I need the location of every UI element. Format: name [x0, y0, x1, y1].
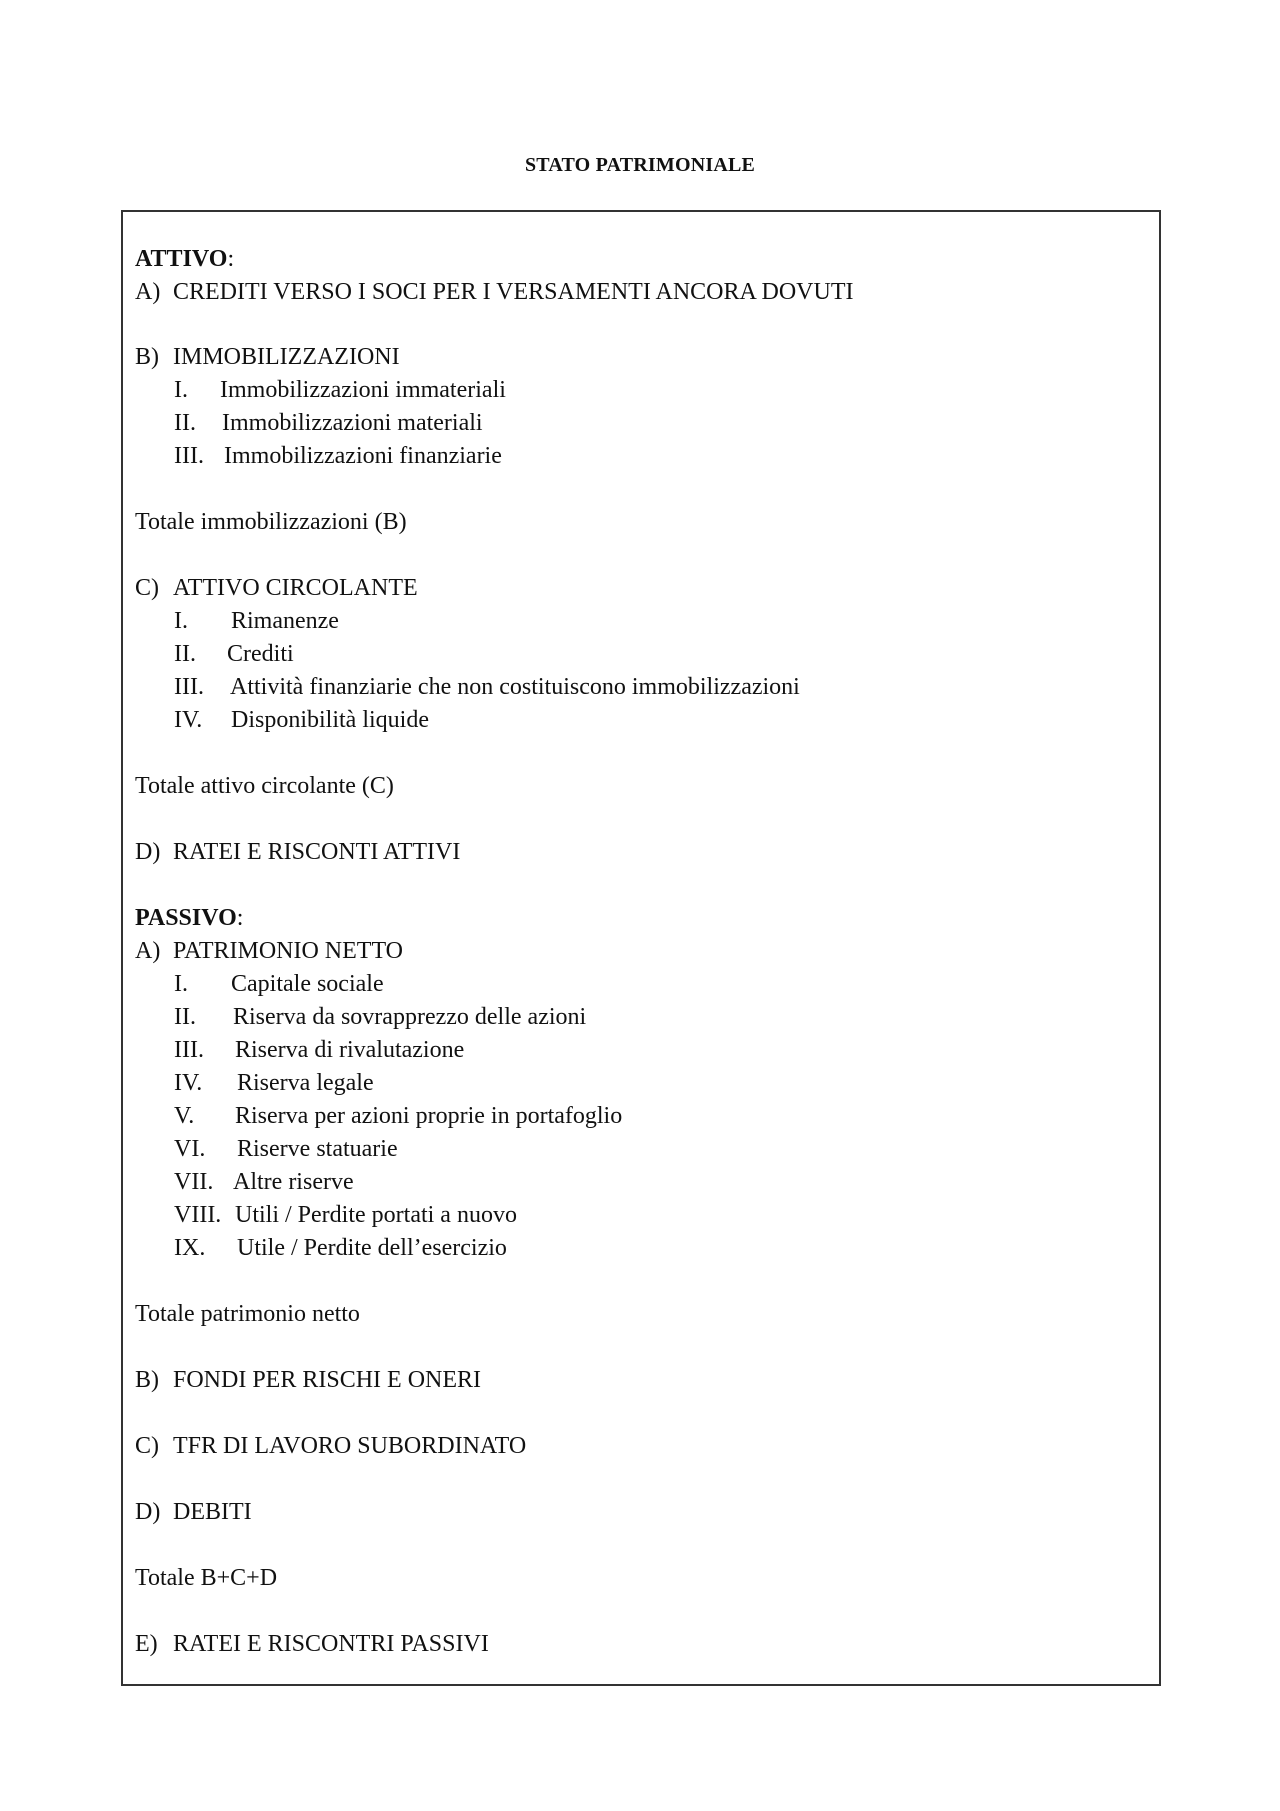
passivo-section-a [135, 935, 403, 968]
list-item [174, 440, 502, 473]
list-item [174, 704, 429, 737]
item-label: Riserve statuarie [237, 1136, 398, 1162]
passivo-total-a: Totale patrimonio netto [135, 1301, 360, 1327]
list-item [174, 1199, 517, 1232]
passivo-section-e [135, 1628, 489, 1661]
section-label: TFR DI LAVORO SUBORDINATO [173, 1433, 527, 1459]
item-number: I. [174, 608, 188, 634]
item-label: Crediti [227, 641, 294, 667]
attivo-section-c [135, 572, 418, 605]
section-label: PATRIMONIO NETTO [173, 938, 404, 964]
list-item [174, 1166, 354, 1199]
attivo-section-d [135, 836, 460, 869]
section-label: ATTIVO CIRCOLANTE [173, 575, 418, 601]
item-number: II. [174, 1004, 196, 1030]
section-label: RATEI E RISCONTI ATTIVI [173, 839, 461, 865]
section-letter: A) [135, 938, 161, 964]
attivo-section-b [135, 341, 400, 374]
item-number: II. [174, 410, 196, 436]
attivo-heading [135, 243, 234, 276]
list-item [174, 1100, 622, 1133]
item-label: Attività finanziarie che non costituiscono immobilizzazioni [230, 674, 800, 700]
list-item [174, 1001, 586, 1034]
attivo-heading-colon: : [227, 246, 235, 272]
item-number: VI. [174, 1136, 206, 1162]
section-letter: C) [135, 1433, 159, 1459]
item-label: Riserva legale [237, 1070, 374, 1096]
item-number: IV. [174, 707, 203, 733]
section-label: FONDI PER RISCHI E ONERI [173, 1367, 482, 1393]
item-label: Riserva da sovrapprezzo delle azioni [233, 1004, 587, 1030]
section-letter: E) [135, 1631, 158, 1657]
attivo-total-b: Totale immobilizzazioni (B) [135, 509, 407, 535]
passivo-section-b [135, 1364, 481, 1397]
attivo-total-c: Totale attivo circolante (C) [135, 773, 394, 799]
list-item [174, 638, 294, 671]
section-label: DEBITI [173, 1499, 252, 1525]
list-item [174, 407, 483, 440]
section-label: IMMOBILIZZAZIONI [173, 344, 400, 370]
attivo-section-a [135, 276, 853, 309]
item-number: III. [174, 443, 204, 469]
item-number: III. [174, 674, 204, 700]
list-item [174, 671, 800, 704]
item-number: I. [174, 377, 188, 403]
item-number: VIII. [174, 1202, 222, 1228]
item-label: Riserva di rivalutazione [235, 1037, 465, 1063]
item-number: V. [174, 1103, 195, 1129]
item-label: Immobilizzazioni immateriali [220, 377, 506, 403]
item-label: Rimanenze [231, 608, 339, 634]
list-item [174, 1232, 507, 1265]
list-item [174, 605, 339, 638]
passivo-total-bcd: Totale B+C+D [135, 1565, 278, 1591]
section-letter: A) [135, 279, 161, 305]
list-item [174, 1034, 464, 1067]
item-number: III. [174, 1037, 204, 1063]
passivo-heading [135, 902, 243, 935]
attivo-heading-label: ATTIVO [135, 246, 228, 272]
passivo-section-d [135, 1496, 252, 1529]
item-label: Immobilizzazioni materiali [222, 410, 483, 436]
list-item [174, 374, 506, 407]
item-number: VII. [174, 1169, 214, 1195]
list-item [174, 968, 384, 1001]
section-label: RATEI E RISCONTRI PASSIVI [173, 1631, 489, 1657]
section-letter: B) [135, 344, 159, 370]
list-item [174, 1067, 374, 1100]
item-label: Utile / Perdite dell’esercizio [237, 1235, 507, 1261]
item-label: Altre riserve [233, 1169, 354, 1195]
item-label: Riserva per azioni proprie in portafoglio [235, 1103, 623, 1129]
item-label: Capitale sociale [231, 971, 384, 997]
section-letter: D) [135, 839, 161, 865]
item-number: IV. [174, 1070, 203, 1096]
passivo-section-c [135, 1430, 526, 1463]
section-letter: B) [135, 1367, 159, 1393]
item-label: Immobilizzazioni finanziarie [224, 443, 502, 469]
section-letter: C) [135, 575, 159, 601]
section-letter: D) [135, 1499, 161, 1525]
item-label: Utili / Perdite portati a nuovo [235, 1202, 517, 1228]
passivo-heading-colon: : [236, 905, 244, 931]
item-label: Disponibilità liquide [231, 707, 429, 733]
passivo-heading-label: PASSIVO [135, 905, 237, 931]
section-label: CREDITI VERSO I SOCI PER I VERSAMENTI ANCORA DOVUTI [173, 279, 854, 305]
item-number: IX. [174, 1235, 206, 1261]
item-number: I. [174, 971, 188, 997]
page-title: STATO PATRIMONIALE [524, 154, 756, 176]
item-number: II. [174, 641, 196, 667]
list-item [174, 1133, 398, 1166]
